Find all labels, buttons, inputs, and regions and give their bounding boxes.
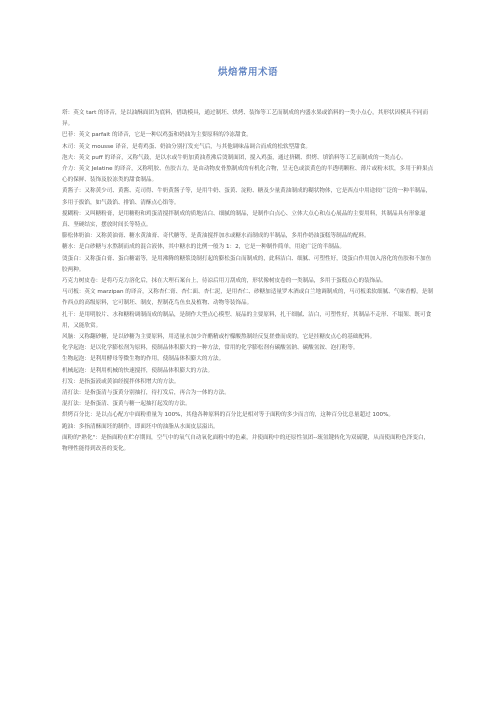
paragraph-separate-method: 清打法：是指蛋清与蛋黄分别抽打，待打发后，再合为一体的方法。 (62, 390, 230, 397)
paragraph-mixed-method: 混打法：是指蛋清、蛋黄与糖一起抽打起发的方法。 (62, 401, 191, 408)
paragraph-tart: 塔：英文 tart 的译音，是以油酥面团为底料，借助模具，通过制坯、烘烤、装饰等工艺而制成的内盛水果或馅料的一类小点心，其形状因模具不同而异。 (62, 110, 429, 128)
paragraph-whipping: 打发：是指蛋液或黄油经搅拌体积增大的方法。 (62, 378, 180, 385)
document-title: 烘焙常用术语 (217, 67, 278, 78)
paragraph-royal-icing: 搅糊粉：又叫糖粉膏，是用糖粉和鸡蛋清搅拌制成的质地洁白、细腻的制品，是制作白点心、立体大点心和点心展品的主要用料，其制品具有形象逼真、坚硬结实，摆放时间长等特点。 (62, 210, 426, 229)
paragraph-flour-maturation: 面粉的"熟化"：是指面粉在贮存期间，空气中的氧气自动氧化面粉中的色素，并使面粉中的还原性氢团--巯氢键转化为双硫键，从而使面粉色泽变白，物理性能得到改善的变化。 (62, 434, 430, 453)
paragraph-baker-percentage: 烘烤百分比：是以点心配方中面粉重量为 100%，其他各种原料的百分比是相对等于面粉的多少而言的，这种百分比总量超过 100%。 (62, 412, 395, 419)
paragraph-oil-leak: 跑油：多指清酥面坯的制作，即面坯中的油脂从水面皮层溢出。 (62, 423, 219, 430)
paragraph-chemical-leavening: 化学起泡：是以化学膨松剂为原料，使制品体积膨大的一种方法，常用的化学膨松剂有碳酸氢钠、碳酸氢铵、泡打粉等。 (62, 345, 359, 352)
paragraph-gelatine: 介力：英文 Jelatine 的译音，又称明胶、鱼胶吉力，是由动物皮骨熬制成的有机化合物，呈无色或淡黄色的半透明颗粒、薄片或粉末状，多用于鲜果点心的保鲜、装饰及胶冻类的甜食制品。 (62, 166, 434, 184)
paragraph-custard: 黄酱子：又称黄少司、黄酱、克司得、牛奶黄酱子等，是用牛奶、蛋黄、淀粉、糖及少量黄油制成的糊状物体，它是西点中用途较广泛的一种半制品，多用于拔馅，如气鼓馅、排馅、清酥点心馅等。 (62, 188, 432, 206)
document-body (62, 108, 434, 455)
paragraph-meringue: 烫蛋白：又称蛋白膏、蛋白糖霜等，是用沸腾的糖浆烫制打起的膨松蛋白而制成的，此料洁白、细腻、可塑性好，烫蛋白作用加入溶化的鱼胶和不加鱼胶两种。 (62, 255, 432, 273)
paragraph-parfait: 巴菲：英文 parfait 的译音，它是一种以鸡蛋和奶油为主要原料的冷冻甜食。 (62, 132, 252, 139)
paragraph-buttercream: 膨松体奶油：又称黄油膏、糖水黄油膏、奇代糖等，是黄油搅拌加水或糖水而制成的半制品，多用作奶油蛋糕等制品的配料。 (62, 233, 370, 240)
paragraph-pastillage: 扎干：是用明胶片、水和糖粉调制而成的制品，是制作大型点心模型、展品的主要原料，扎干细腻、洁白，可塑性好，其制品不走形、不塌架、既可食用，又能欣赏。 (62, 311, 432, 329)
paragraph-fondant: 风脑：又称翻砂糖，是以砂糖为主要原料，用适量水加少许醋精或柠檬酸熬制经反复搓叠而成的，它是挂糖皮点心的基础配料。 (62, 334, 376, 341)
paragraph-biological-leavening: 生物起泡：是利用酵母等微生物的作用，使制品体积膨大的方法。 (62, 356, 225, 363)
paragraph-mechanical-leavening: 机械起泡：是利用机械的快速搅拌，使制品体积膨大的方法。 (62, 367, 214, 374)
paragraph-marzipan: 马司板：英文 marzipan 的译音，又称杏仁膏、杏仁面、杏仁泥，是用杏仁、砂糖加适量罗木酒或白兰地调制成的，马司板柔软细腻、气味香醇，是制作西点的高级原料，它可制坯、制皮，捏制花鸟鱼虫及植物、动物等装饰品。 (62, 289, 433, 307)
paragraph-syrup: 糖水：是白砂糖与水熬制而成的混合液体，其中糖水的比例一般为 1：2，它是一种制作简单，用途广泛的半制品。 (62, 244, 345, 251)
paragraph-mousse: 木司：英文 mousse 译音，是将鸡蛋、奶油分别打发充气后，与其他调味品调合而成的松软型甜食。 (62, 143, 311, 150)
paragraph-puff: 泡夫：英文 puff 的译音，又称气鼓，是以水或牛奶加黄油煮沸后烫制面团，搅入鸡蛋，通过挤糊、烘烤、填馅料等工艺而制成的一类点心。 (62, 154, 407, 161)
paragraph-chocolate-bark: 巧克力树皮卷：是将巧克力溶化后，抹在大理石案台上，待凉后用刀刮成的，形状像树皮卷的一类制品，多用于蛋糕点心的装饰品。 (62, 278, 387, 285)
